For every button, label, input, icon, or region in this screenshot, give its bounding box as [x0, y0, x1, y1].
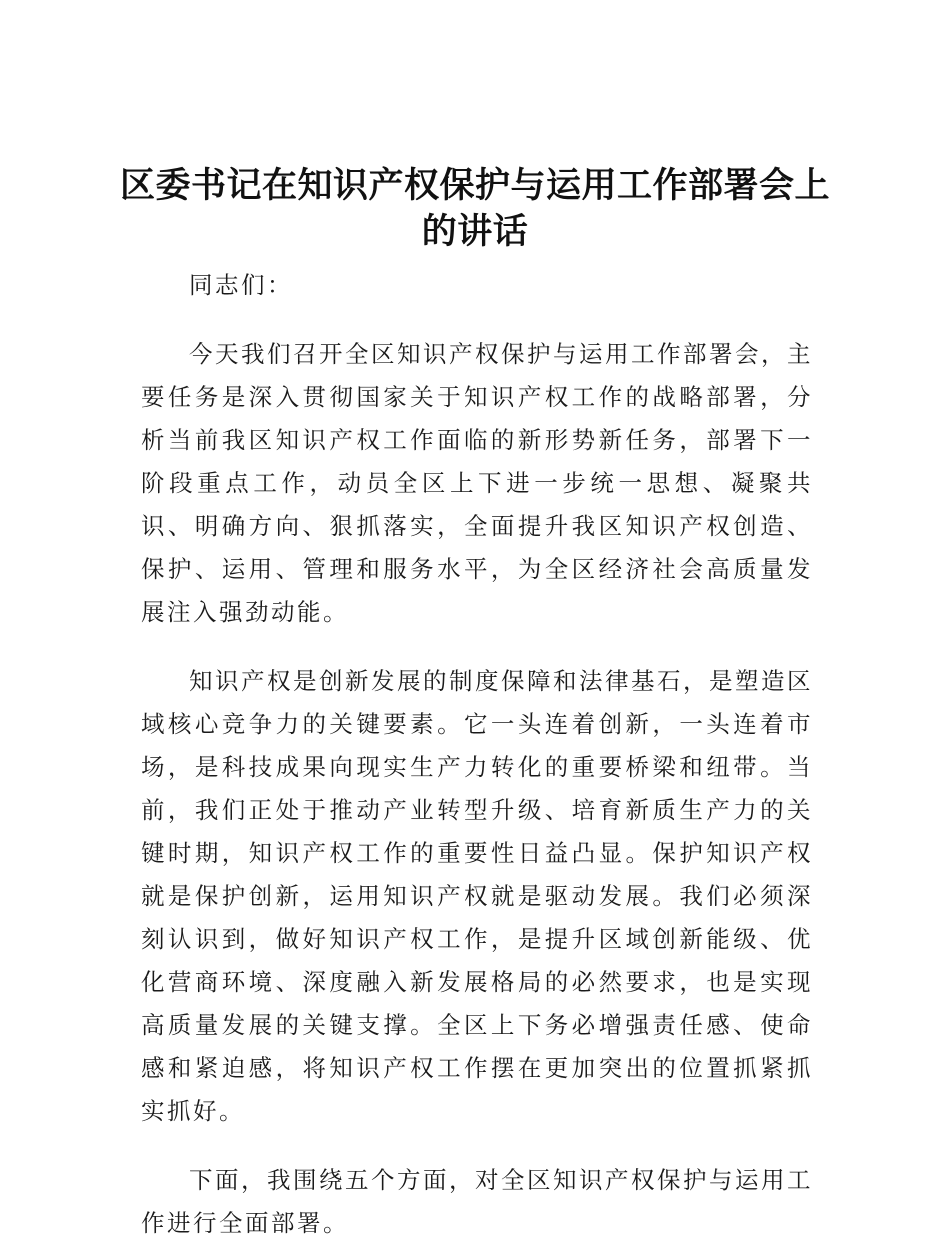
- document-body: [141, 264, 813, 1245]
- body-paragraph: 下面，我围绕五个方面，对全区知识产权保护与运用工作进行全面部署。: [141, 1166, 813, 1237]
- body-paragraph: 知识产权是创新发展的制度保障和法律基石，是塑造区域核心竞争力的关键要素。它一头连着创新，一头连着市场，是科技成果向现实生产力转化的重要桥梁和纽带。当前，我们正处于推动产业转型升级、培育新质生产力的关键时期，知识产权工作的重要性日益凸显。保护知识产权就是保护创新，运用知识产权就是驱动发展。我们必须深刻认识到，做好知识产权工作，是提升区域创新能级、优化营商环境、深度融入新发展格局的必然要求，也是实现高质量发展的关键支撑。全区上下务必增强责任感、使命感和紧迫感，将知识产权工作摆在更加突出的位置抓紧抓实抓好。: [141, 667, 813, 1125]
- greeting: 同志们：: [189, 271, 293, 299]
- body-paragraph: 今天我们召开全区知识产权保护与运用工作部署会，主要任务是深入贯彻国家关于知识产权工作的战略部署，分析当前我区知识产权工作面临的新形势新任务，部署下一阶段重点工作，动员全区上下进一步统一思想、凝聚共识、明确方向、狠抓落实，全面提升我区知识产权创造、保护、运用、管理和服务水平，为全区经济社会高质量发展注入强劲动能。: [141, 340, 813, 626]
- document-title: 区委书记在知识产权保护与运用工作部署会上的讲话: [120, 166, 831, 252]
